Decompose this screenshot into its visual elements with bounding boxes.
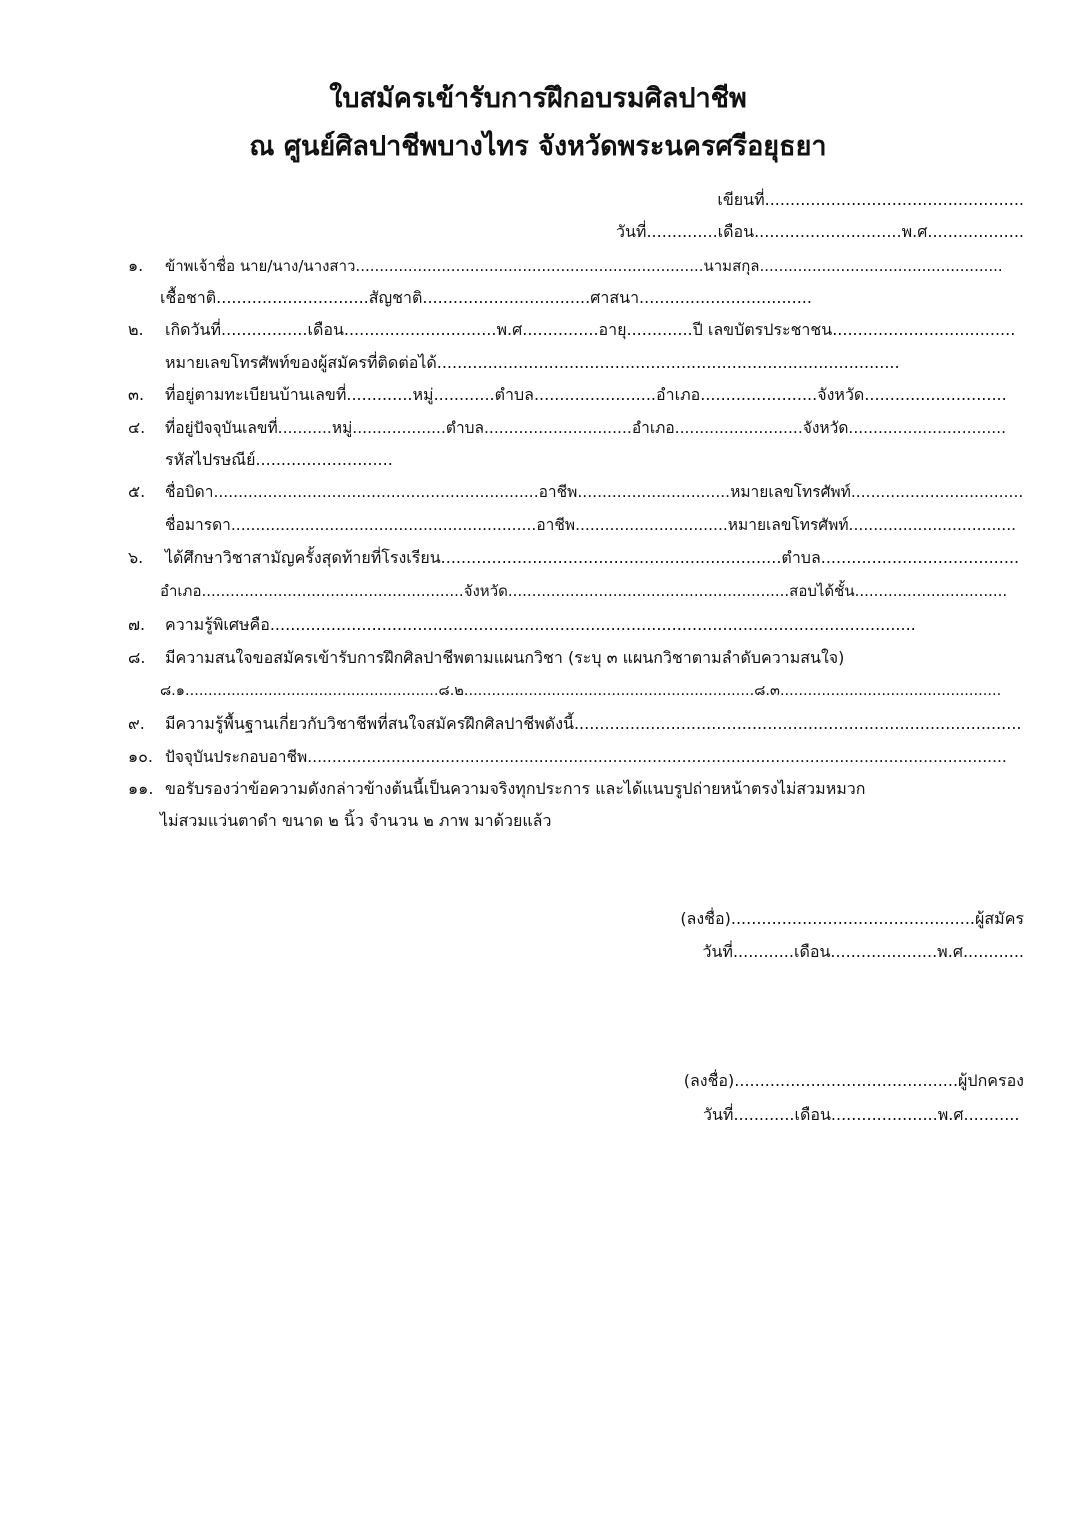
applicant-date-field[interactable]: วันที่............เดือน.....................พ.ศ............ xyxy=(702,942,1024,961)
guardian-date-line xyxy=(0,1099,1076,1131)
birth-id-field[interactable]: เกิดวันที่.................เดือน..............................พ.ศ...............อายุ.............ปี เลขบัตรประชาชน.................................... xyxy=(165,320,1016,339)
school-field[interactable]: ได้ศึกษาวิชาสามัญครั้งสุดท้ายที่โรงเรียน...................................................................ตำบล....................................... xyxy=(165,548,1020,567)
item-11 xyxy=(0,773,1076,805)
item-number: ๘. xyxy=(128,648,146,667)
item-number: ๑. xyxy=(128,256,144,275)
special-knowledge-field[interactable]: ความรู้พิเศษคือ............................................................................................................................... xyxy=(165,615,916,634)
item-8-cont xyxy=(0,675,1076,707)
item-11-cont xyxy=(0,805,1076,837)
form-subtitle: ณ ศูนย์ศิลปาชีพบางไทร จังหวัดพระนครศรีอยุธยา xyxy=(249,131,827,162)
mother-field[interactable]: ชื่อมารดา..............................................................อาชีพ...............................หมายเลขโทรศัพท์.................................. xyxy=(165,516,1017,534)
written-at-line xyxy=(0,184,1076,216)
phone-field[interactable]: หมายเลขโทรศัพท์ของผู้สมัครที่ติดต่อได้........................................................................................... xyxy=(165,353,900,372)
header-date-field[interactable]: วันที่..............เดือน.............................พ.ศ................... xyxy=(616,222,1024,241)
item-6 xyxy=(0,542,1076,574)
form-title: ใบสมัครเข้ารับการฝึกอบรมศิลปาชีพ xyxy=(329,83,747,114)
item-number: ๑๐. xyxy=(128,747,154,766)
guardian-date-field[interactable]: วันที่............เดือน.....................พ.ศ........... xyxy=(703,1105,1020,1124)
item-1 xyxy=(0,250,1076,282)
certification-text-cont: ไม่สวมแว่นตาดำ ขนาด ๒ นิ้ว จำนวน ๒ ภาพ มาด้วยแล้ว xyxy=(160,811,552,830)
department-interest-label: มีความสนใจขอสมัครเข้ารับการฝึกศิลปาชีพตามแผนกวิชา (ระบุ ๓ แผนกวิชาตามลำดับความสนใจ) xyxy=(165,648,845,667)
item-8 xyxy=(0,642,1076,674)
nationality-religion-field[interactable]: เชื้อชาติ..............................สัญชาติ.................................ศาสนา.................................. xyxy=(160,288,812,307)
item-number: ๗. xyxy=(128,615,146,634)
department-choices-field[interactable]: ๘.๑.......................................................๘.๒...............................................................๘.๓................................................ xyxy=(160,683,1002,699)
guardian-signature-field[interactable]: (ลงชื่อ)............................................ผู้ปกครอง xyxy=(683,1071,1024,1090)
item-number: ๓. xyxy=(128,385,145,404)
father-field[interactable]: ชื่อบิดา..................................................................อาชีพ...............................หมายเลขโทรศัพท์................................... xyxy=(165,483,1024,501)
item-4 xyxy=(0,412,1076,444)
postal-code-field[interactable]: รหัสไปรษณีย์........................... xyxy=(165,450,393,469)
applicant-signature-field[interactable]: (ลงชื่อ)................................................ผู้สมัคร xyxy=(680,909,1024,928)
basic-knowledge-field[interactable]: มีความรู้พื้นฐานเกี่ยวกับวิชาชีพที่สนใจสมัครฝึกศิลปาชีพดังนี้........................................................................................ xyxy=(165,714,1022,733)
registered-address-field[interactable]: ที่อยู่ตามทะเบียนบ้านเลขที่.............หมู่............ตำบล........................อำเภอ.......................จังหวัด............................ xyxy=(165,385,1007,404)
item-5-cont xyxy=(0,509,1076,541)
header-date-line xyxy=(0,216,1076,248)
written-at-field[interactable]: เขียนที่................................................... xyxy=(717,190,1024,209)
item-number: ๙. xyxy=(128,714,145,733)
certification-text: ขอรับรองว่าข้อความดังกล่าวข้างต้นนี้เป็นความจริงทุกประการ และได้แนบรูปถ่ายหน้าตรงไม่สวมหมวก xyxy=(165,779,866,798)
item-9 xyxy=(0,708,1076,740)
item-1-cont xyxy=(0,282,1076,314)
item-3 xyxy=(0,379,1076,411)
applicant-signature-line xyxy=(0,903,1076,935)
applicant-date-line xyxy=(0,936,1076,968)
current-address-field[interactable]: ที่อยู่ปัจจุบันเลขที่...........หมู่...................ตำบล..............................อำเภอ..........................จังหวัด................................ xyxy=(165,419,1007,437)
item-2 xyxy=(0,314,1076,346)
item-2-cont xyxy=(0,347,1076,379)
item-number: ๒. xyxy=(128,320,144,339)
occupation-field[interactable]: ปัจจุบันประกอบอาชีพ.............................................................................................................................................. xyxy=(165,748,1007,766)
applicant-name-field[interactable]: ข้าพเจ้าชื่อ นาย/นาง/นางสาว.........................................................................นามสกุล................................................... xyxy=(165,257,1003,275)
item-6-cont xyxy=(0,575,1076,607)
item-5 xyxy=(0,476,1076,508)
item-number: ๖. xyxy=(128,548,144,567)
item-4-cont xyxy=(0,444,1076,476)
item-number: ๕. xyxy=(128,482,146,501)
item-7 xyxy=(0,609,1076,641)
school-location-field[interactable]: อำเภอ.......................................................จังหวัด...........................................................สอบได้ชั้น................................ xyxy=(160,582,1008,600)
guardian-signature-line xyxy=(0,1065,1076,1097)
item-number: ๑๑. xyxy=(128,779,154,798)
item-number: ๔. xyxy=(128,418,146,437)
item-10 xyxy=(0,741,1076,773)
